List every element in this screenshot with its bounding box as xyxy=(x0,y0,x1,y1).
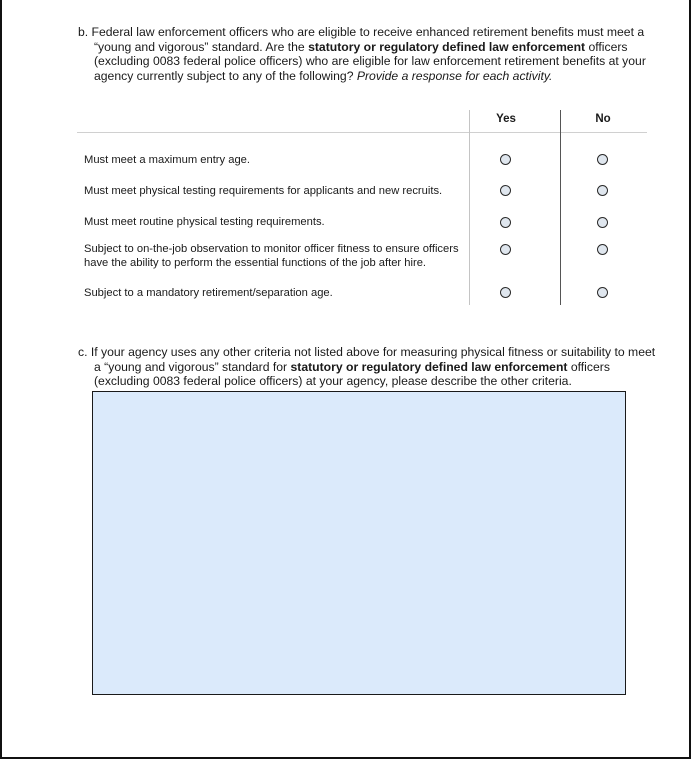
other-criteria-textarea[interactable] xyxy=(92,391,626,695)
row-label-routine-testing: Must meet routine physical testing requirements. xyxy=(84,216,325,228)
question-b-emphasis: statutory or regulatory defined law enforcement xyxy=(308,39,586,54)
radio-no-mandatory-retirement[interactable] xyxy=(597,287,608,298)
question-c-emphasis: statutory or regulatory defined law enforcement xyxy=(290,359,568,374)
radio-yes-mandatory-retirement[interactable] xyxy=(500,287,511,298)
radio-yes-routine-testing[interactable] xyxy=(500,217,511,228)
question-b-instruction: Provide a response for each activity. xyxy=(356,68,553,83)
row-label-on-the-job-observation: Subject to on-the-job observation to monitor officer fitness to ensure officers have the ability to perform the essential functions of the job after hire. xyxy=(84,243,459,269)
column-header-no: No xyxy=(595,113,611,125)
question-b-letter: b. xyxy=(78,25,89,39)
question-b-text: b. Federal law enforcement officers who are eligible to receive enhanced retirement benefits must meet a “young and vigorous” standard. Are the statutory or regulatory defined law enforcement officers (excluding 0083 federal police officers) who are eligible for law enforcement retirement benefits at your agency currently subject to any of the following? Provide a response for each activity. xyxy=(78,25,646,83)
no-column-divider xyxy=(560,110,561,305)
radio-yes-max-entry-age[interactable] xyxy=(500,154,511,165)
radio-no-max-entry-age[interactable] xyxy=(597,154,608,165)
column-header-yes: Yes xyxy=(496,113,516,125)
yes-column-divider xyxy=(469,110,470,305)
row-label-max-entry-age: Must meet a maximum entry age. xyxy=(84,154,251,166)
radio-no-routine-testing[interactable] xyxy=(597,217,608,228)
radio-no-on-the-job-observation[interactable] xyxy=(597,244,608,255)
question-c-letter: c. xyxy=(78,345,88,359)
radio-no-applicant-testing[interactable] xyxy=(597,185,608,196)
table-header-divider xyxy=(77,132,647,133)
radio-yes-on-the-job-observation[interactable] xyxy=(500,244,511,255)
row-label-applicant-testing: Must meet physical testing requirements for applicants and new recruits. xyxy=(84,185,443,197)
radio-yes-applicant-testing[interactable] xyxy=(500,185,511,196)
row-label-mandatory-retirement: Subject to a mandatory retirement/separation age. xyxy=(84,287,333,299)
question-c-text: c. If your agency uses any other criteria not listed above for measuring physical fitness or suitability to meet a “young and vigorous” standard for statutory or regulatory defined law enforcement officers (excluding 0083 federal police officers) at your agency, please describe the other criteria. xyxy=(78,345,656,388)
